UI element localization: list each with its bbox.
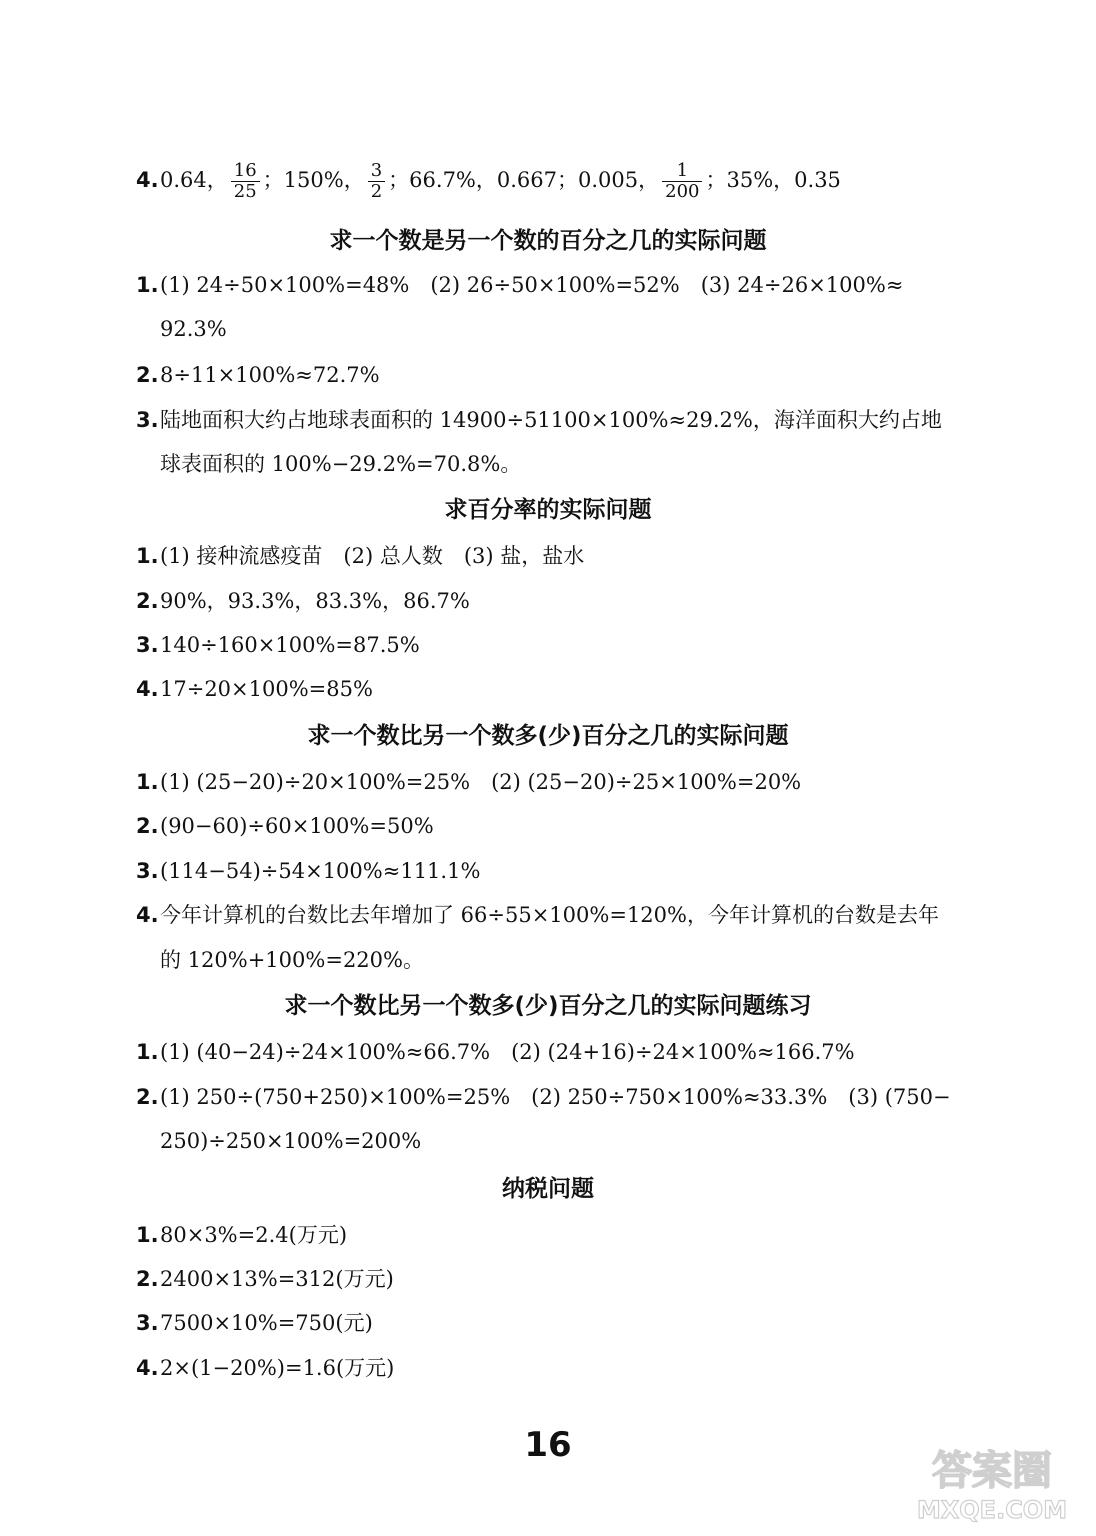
- item-number: 1.: [136, 770, 159, 794]
- answer-text: ；35%，0.35: [705, 168, 841, 192]
- watermark-line2: MXQE.COM: [916, 1496, 1068, 1524]
- answer-text: 2400×13%=312(万元): [160, 1267, 394, 1291]
- answer-line: [136, 270, 976, 300]
- item-number: 4.: [136, 1356, 159, 1380]
- answer-line: [136, 856, 976, 886]
- item-number: 1.: [136, 544, 159, 568]
- answer-text: (1) (25−20)÷20×100%=25% (2) (25−20)÷25×100%=20%: [160, 770, 802, 794]
- answer-text: 7500×10%=750(元): [160, 1311, 373, 1335]
- numerator: 3: [368, 161, 385, 182]
- answer-line: [136, 811, 976, 841]
- answer-line: [136, 674, 976, 704]
- section-title: 纳税问题: [502, 1176, 594, 1202]
- section-title: 求百分率的实际问题: [444, 497, 652, 523]
- numerator: 1: [662, 161, 702, 182]
- answer-line: [136, 360, 976, 390]
- answer-line: [136, 1353, 976, 1383]
- answer-line: [136, 767, 976, 797]
- answer-text: 今年计算机的台数比去年增加了 66÷55×100%=120%，今年计算机的台数是去年: [160, 903, 939, 927]
- denominator: 2: [370, 181, 383, 202]
- answer-line: [136, 158, 976, 202]
- item-number: 1.: [136, 1040, 159, 1064]
- answer-line: [136, 405, 976, 435]
- answer-line: [136, 1264, 976, 1294]
- item-number: 2.: [136, 589, 159, 613]
- watermark-logo: [902, 1438, 1082, 1528]
- watermark-line1: 答案圈: [932, 1448, 1052, 1494]
- item-number: 1.: [136, 273, 159, 297]
- answer-text: 80×3%=2.4(万元): [160, 1223, 348, 1247]
- answer-text: 17÷20×100%=85%: [160, 677, 373, 701]
- fraction: [231, 161, 260, 202]
- answer-text: (1) 接种流感疫苗 (2) 总人数 (3) 盐，盐水: [160, 544, 585, 568]
- item-number: 4.: [136, 677, 159, 701]
- answer-text: 陆地面积大约占地球表面积的 14900÷51100×100%≈29.2%，海洋面积大约占地: [160, 408, 942, 432]
- answer-continuation: 球表面积的 100%−29.2%=70.8%。: [160, 452, 522, 476]
- answer-text: 90%，93.3%，83.3%，86.7%: [160, 589, 470, 613]
- answer-line: [136, 900, 976, 930]
- section-title: 求一个数是另一个数的百分之几的实际问题: [329, 228, 767, 254]
- item-number: 1.: [136, 1223, 159, 1247]
- answer-line: [136, 1082, 976, 1112]
- answer-line: [136, 541, 976, 571]
- denominator: 25: [233, 181, 257, 202]
- answer-text: (1) 250÷(750+250)×100%=25% (2) 250÷750×100%≈33.3% (3) (750−: [160, 1085, 951, 1109]
- fraction: [662, 161, 702, 202]
- page-number: 16: [524, 1425, 572, 1465]
- answer-continuation: 的 120%+100%=220%。: [160, 948, 424, 972]
- answer-text: ；66.7%，0.667；0.005，: [388, 168, 660, 192]
- item-number: 4.: [136, 168, 159, 192]
- answer-text: 0.64，: [160, 168, 228, 192]
- fraction: [368, 161, 385, 202]
- section-title: 求一个数比另一个数多(少)百分之几的实际问题: [307, 723, 789, 749]
- answer-text: (1) (40−24)÷24×100%≈66.7% (2) (24+16)÷24×100%≈166.7%: [160, 1040, 855, 1064]
- item-number: 3.: [136, 633, 159, 657]
- answer-line: [136, 1220, 976, 1250]
- item-number: 2.: [136, 814, 159, 838]
- answer-text: (1) 24÷50×100%=48% (2) 26÷50×100%=52% (3) 24÷26×100%≈: [160, 273, 904, 297]
- item-number: 2.: [136, 1085, 159, 1109]
- answer-text: (90−60)÷60×100%=50%: [160, 814, 434, 838]
- item-number: 4.: [136, 903, 159, 927]
- answer-continuation: 250)÷250×100%=200%: [160, 1129, 422, 1153]
- answer-text: 2×(1−20%)=1.6(万元): [160, 1356, 395, 1380]
- item-number: 3.: [136, 1311, 159, 1335]
- answer-line: [136, 1037, 976, 1067]
- item-number: 2.: [136, 1267, 159, 1291]
- item-number: 3.: [136, 859, 159, 883]
- answer-line: [136, 630, 976, 660]
- denominator: 200: [665, 181, 700, 202]
- answer-text: ；150%，: [262, 168, 365, 192]
- answer-text: (114−54)÷54×100%≈111.1%: [160, 859, 481, 883]
- item-number: 3.: [136, 408, 159, 432]
- answer-continuation: 92.3%: [160, 317, 227, 341]
- answer-text: 140÷160×100%=87.5%: [160, 633, 420, 657]
- section-title: 求一个数比另一个数多(少)百分之几的实际问题练习: [284, 993, 812, 1019]
- answer-line: [136, 1308, 976, 1338]
- item-number: 2.: [136, 363, 159, 387]
- numerator: 16: [231, 161, 260, 182]
- answer-line: [136, 586, 976, 616]
- answer-text: 8÷11×100%≈72.7%: [160, 363, 380, 387]
